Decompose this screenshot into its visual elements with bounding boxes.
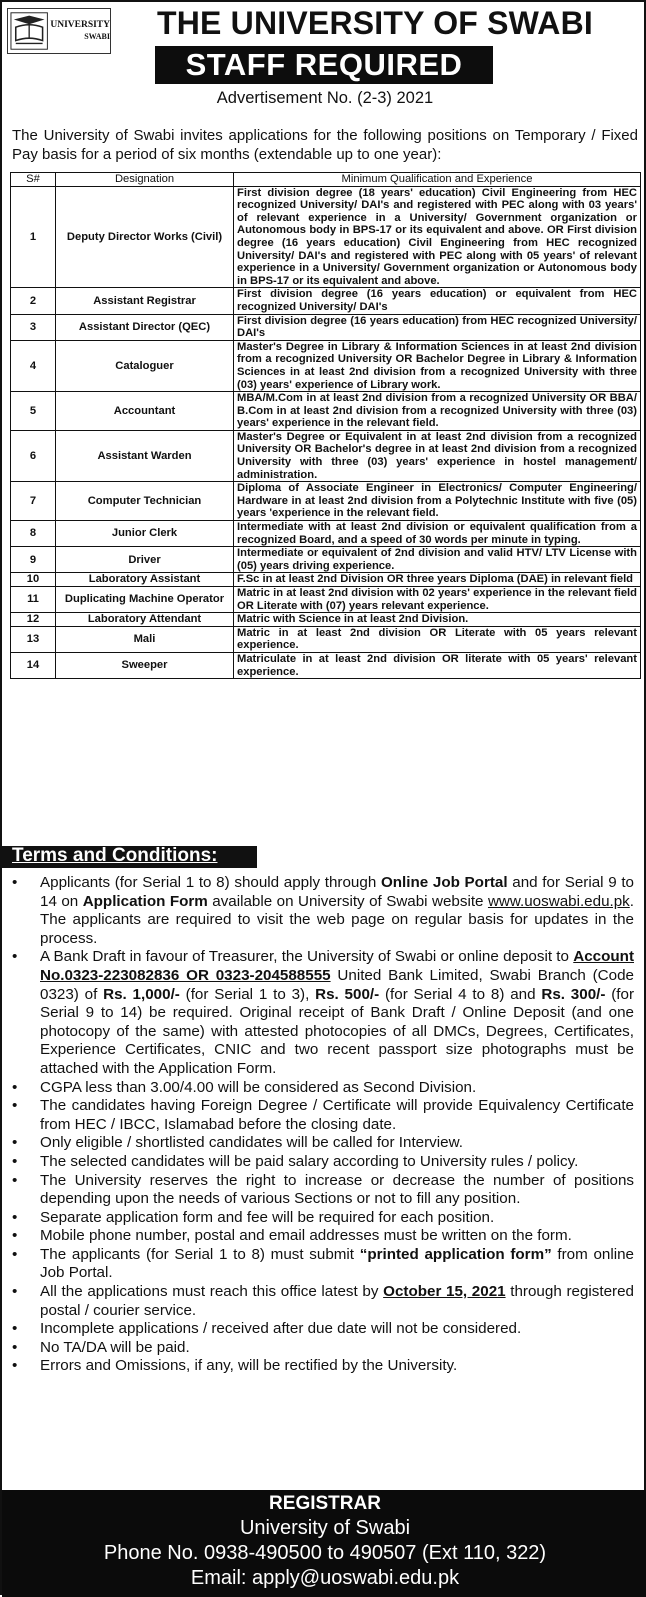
term-text: No TA/DA will be paid. — [40, 1338, 190, 1356]
logo-text-line1: UNIVERSITY — [50, 20, 110, 30]
page-title: THE UNIVERSITY OF SWABI — [156, 5, 594, 41]
online-job-portal-text: Online Job Portal — [380, 874, 508, 891]
terms-heading: Terms and Conditions: — [12, 845, 218, 866]
term-text: The selected candidates will be paid salary according to University rules / policy. — [40, 1152, 579, 1170]
designation-cell: Computer Technician — [56, 482, 234, 521]
table-row — [11, 521, 641, 547]
column-header-qualification: Minimum Qualification and Experience — [234, 173, 641, 187]
logo-text-line2: SWABI — [84, 32, 110, 41]
term-text: Mobile phone number, postal and email addresses must be written on the form. — [40, 1227, 572, 1245]
staff-required-banner: STAFF REQUIRED — [155, 46, 493, 84]
term-text: Separate application form and fee will be required for each position. — [40, 1208, 495, 1226]
column-header-designation: Designation — [56, 173, 234, 187]
term-text: The applicants (for Serial 1 to 8) must submit — [40, 1245, 360, 1263]
qualification-cell: First division degree (18 years' education) Civil Engineering from HEC recognized University/ DAI's and registered with PEC along with 03 years' of relevant experience in a University/ Government organization or Autonomous body in BPS-17 or its equivalent and above. OR First division degree (16 years education) Civil Engineering from HEC recognized University/ DAI's and registered with PEC along with 05 years' of relevant experience in a University/ Government organization or Autonomous body in BPS-17 or its equivalent and above. — [234, 186, 641, 288]
bullet-icon: • — [12, 1171, 18, 1189]
fee-amount: Rs. 300/- — [541, 985, 606, 1003]
list-item — [8, 1172, 634, 1209]
university-logo — [7, 8, 111, 54]
serial-cell: 10 — [11, 573, 56, 587]
bullet-icon: • — [12, 874, 18, 891]
phone-number: Phone No. 0938-490500 to 490507 (Ext 110, 322) — [103, 1542, 547, 1564]
bullet-icon: • — [12, 1338, 18, 1356]
serial-cell: 9 — [11, 547, 56, 573]
qualification-cell: MBA/M.Com in at least 2nd division from a recognized University OR BBA/ B.Com in at least 2nd division from a recognized University with three (03) years' experience in the relevant field. — [234, 392, 641, 431]
bullet-icon: • — [12, 1097, 18, 1115]
deadline-date: October 15, 2021 — [383, 1283, 506, 1301]
list-item — [8, 1153, 634, 1172]
term-text: Incomplete applications / received after due date will not be considered. — [40, 1320, 522, 1338]
designation-cell: Sweeper — [56, 652, 234, 678]
term-text: CGPA less than 3.00/4.00 will be considered as Second Division. — [40, 1078, 477, 1096]
designation-cell: Laboratory Assistant — [56, 573, 234, 587]
designation-cell: Junior Clerk — [56, 521, 234, 547]
list-item — [8, 1134, 634, 1153]
designation-cell: Assistant Registrar — [56, 288, 234, 314]
table-row — [11, 587, 641, 613]
university-name: University of Swabi — [239, 1517, 411, 1539]
account-number: Account No.0323-223082836 OR 0323-204588555 — [40, 948, 634, 984]
designation-cell: Driver — [56, 547, 234, 573]
qualification-cell: Matric with Science in at least 2nd Division. — [234, 613, 641, 627]
term-text: and for Serial 9 to 14 on — [40, 874, 634, 910]
serial-cell: 12 — [11, 613, 56, 627]
table-header-row — [11, 173, 641, 187]
list-item — [8, 1283, 634, 1320]
qualification-cell: First division degree (16 years education) from HEC recognized University/ DAI's — [234, 314, 641, 340]
term-text: (for Serial 4 to 8) and — [379, 985, 542, 1003]
bullet-icon: • — [12, 1134, 18, 1152]
fee-amount: Rs. 1,000/- — [103, 985, 180, 1003]
term-text: A Bank Draft in favour of Treasurer, the University of Swabi or online deposit to — [40, 948, 574, 966]
term-text: Errors and Omissions, if any, will be rectified by the University. — [40, 1357, 458, 1375]
advertisement-number: Advertisement No. (2-3) 2021 — [216, 89, 434, 107]
website-link[interactable]: www.uoswabi.edu.pk — [487, 892, 630, 910]
term-text: Only eligible / shortlisted candidates will be called for Interview. — [40, 1134, 463, 1152]
list-item — [8, 1320, 634, 1339]
term-text: (for Serial 9 to 14) be required. Original receipt of Bank Draft / Online Deposit (and one photocopy of the same) with attested photocopies of all DMCs, Degrees, Certificates, Experience Certificates, CNIC and two recent passport size photographs must be attached with the Application Form. — [40, 985, 635, 1077]
serial-cell: 1 — [11, 186, 56, 288]
table-row — [11, 340, 641, 391]
table-row — [11, 613, 641, 627]
term-text: available on University of Swabi website — [207, 892, 488, 910]
qualification-cell: Master's Degree or Equivalent in at least 2nd division from a recognized University OR Bachelor's degree in at least 2nd division from a recognized University with three (03) years' experience in hostel management/ administration. — [234, 430, 641, 481]
table-row — [11, 573, 641, 587]
bullet-icon: • — [12, 1208, 18, 1226]
list-item — [8, 1227, 634, 1246]
term-text: from online Job Portal. — [40, 1245, 634, 1282]
qualification-cell: First division degree (16 years education) or equivalent from HEC recognized University/ DAI's — [234, 288, 641, 314]
list-item — [8, 1339, 634, 1358]
table-row — [11, 652, 641, 678]
bullet-icon: • — [12, 948, 18, 966]
serial-cell: 11 — [11, 587, 56, 613]
intro-text: The University of Swabi invites applications for the following positions on Temporary / Fixed Pay basis for a period of six months (extendable up to one year): — [12, 127, 638, 163]
designation-cell: Accountant — [56, 392, 234, 431]
bullet-icon: • — [12, 1283, 18, 1301]
term-text: The University reserves the right to increase or decrease the number of positions depending upon the needs of various Sections or not to fill any position. — [40, 1171, 634, 1208]
term-text: . The applicants are required to visit the web page on regular basis for updates in the process. — [40, 892, 635, 947]
serial-cell: 3 — [11, 314, 56, 340]
printed-application-form-text: “printed application form” — [359, 1245, 552, 1263]
application-form-text: Application Form — [82, 892, 208, 910]
bullet-icon: • — [12, 1320, 18, 1338]
qualification-cell: Matriculate in at least 2nd division OR literate with 05 years' relevant experience. — [234, 652, 641, 678]
qualification-cell: Matric in at least 2nd division OR Literate with 05 years relevant experience. — [234, 626, 641, 652]
list-item — [8, 1246, 634, 1283]
terms-list — [8, 874, 634, 1376]
positions-table — [10, 172, 641, 679]
serial-cell: 5 — [11, 392, 56, 431]
table-row — [11, 626, 641, 652]
column-header-serial: S# — [11, 173, 56, 187]
term-text: (for Serial 1 to 3), — [179, 985, 316, 1003]
qualification-cell: Intermediate with at least 2nd division or equivalent qualification from a recognized Board, and a speed of 30 words per minute in typing. — [234, 521, 641, 547]
serial-cell: 2 — [11, 288, 56, 314]
list-item — [8, 948, 634, 1078]
list-item — [8, 874, 634, 948]
qualification-cell: F.Sc in at least 2nd Division OR three years Diploma (DAE) in relevant field — [234, 573, 641, 587]
qualification-cell: Matric in at least 2nd division with 02 years' experience in the relevant field OR Literate with (07) years relevant experience. — [234, 587, 641, 613]
designation-cell: Duplicating Machine Operator — [56, 587, 234, 613]
term-text: through registered postal / courier service. — [40, 1283, 634, 1319]
email-address[interactable]: Email: apply@uoswabi.edu.pk — [190, 1567, 460, 1589]
table-row — [11, 288, 641, 314]
serial-cell: 6 — [11, 430, 56, 481]
registrar-title: REGISTRAR — [269, 1493, 381, 1514]
university-emblem-icon — [10, 11, 48, 51]
designation-cell: Deputy Director Works (Civil) — [56, 186, 234, 288]
bullet-icon: • — [12, 1227, 18, 1245]
list-item — [8, 1357, 634, 1376]
serial-cell: 8 — [11, 521, 56, 547]
term-text: All the applications must reach this office latest by — [40, 1283, 384, 1301]
designation-cell: Assistant Warden — [56, 430, 234, 481]
designation-cell: Assistant Director (QEC) — [56, 314, 234, 340]
term-text: Applicants (for Serial 1 to 8) should apply through — [40, 874, 381, 891]
designation-cell: Cataloguer — [56, 340, 234, 391]
fee-amount: Rs. 500/- — [315, 985, 380, 1003]
serial-cell: 14 — [11, 652, 56, 678]
bullet-icon: • — [12, 1152, 18, 1170]
list-item — [8, 1209, 634, 1228]
table-row — [11, 392, 641, 431]
bullet-icon: • — [12, 1245, 18, 1263]
table-row — [11, 186, 641, 288]
serial-cell: 13 — [11, 626, 56, 652]
qualification-cell: Master's Degree in Library & Information Sciences in at least 2nd division from a recognized University OR Bachelor Degree in Library & Information Sciences in at least 2nd division from a recognized University with three (03) years' experience of Library work. — [234, 340, 641, 391]
designation-cell: Laboratory Attendant — [56, 613, 234, 627]
footer-contact-block — [2, 1490, 646, 1597]
bullet-icon: • — [12, 1357, 18, 1375]
table-row — [11, 314, 641, 340]
term-text: The candidates having Foreign Degree / Certificate will provide Equivalency Certificate from HEC / IBCC, Islamabad before the closing date. — [40, 1097, 634, 1133]
serial-cell: 7 — [11, 482, 56, 521]
table-row — [11, 547, 641, 573]
list-item — [8, 1097, 634, 1134]
table-row — [11, 430, 641, 481]
qualification-cell: Diploma of Associate Engineer in Electronics/ Computer Engineering/ Hardware in at least 2nd division from a Polytechnic Institute with five (05) years 'experience in the relevant field. — [234, 482, 641, 521]
designation-cell: Mali — [56, 626, 234, 652]
term-text: United Bank Limited, Swabi Branch (Code 0323) of — [40, 966, 634, 1003]
list-item — [8, 1079, 634, 1098]
serial-cell: 4 — [11, 340, 56, 391]
qualification-cell: Intermediate or equivalent of 2nd division and valid HTV/ LTV License with (05) years driving experience. — [234, 547, 641, 573]
table-row — [11, 482, 641, 521]
bullet-icon: • — [12, 1078, 18, 1096]
